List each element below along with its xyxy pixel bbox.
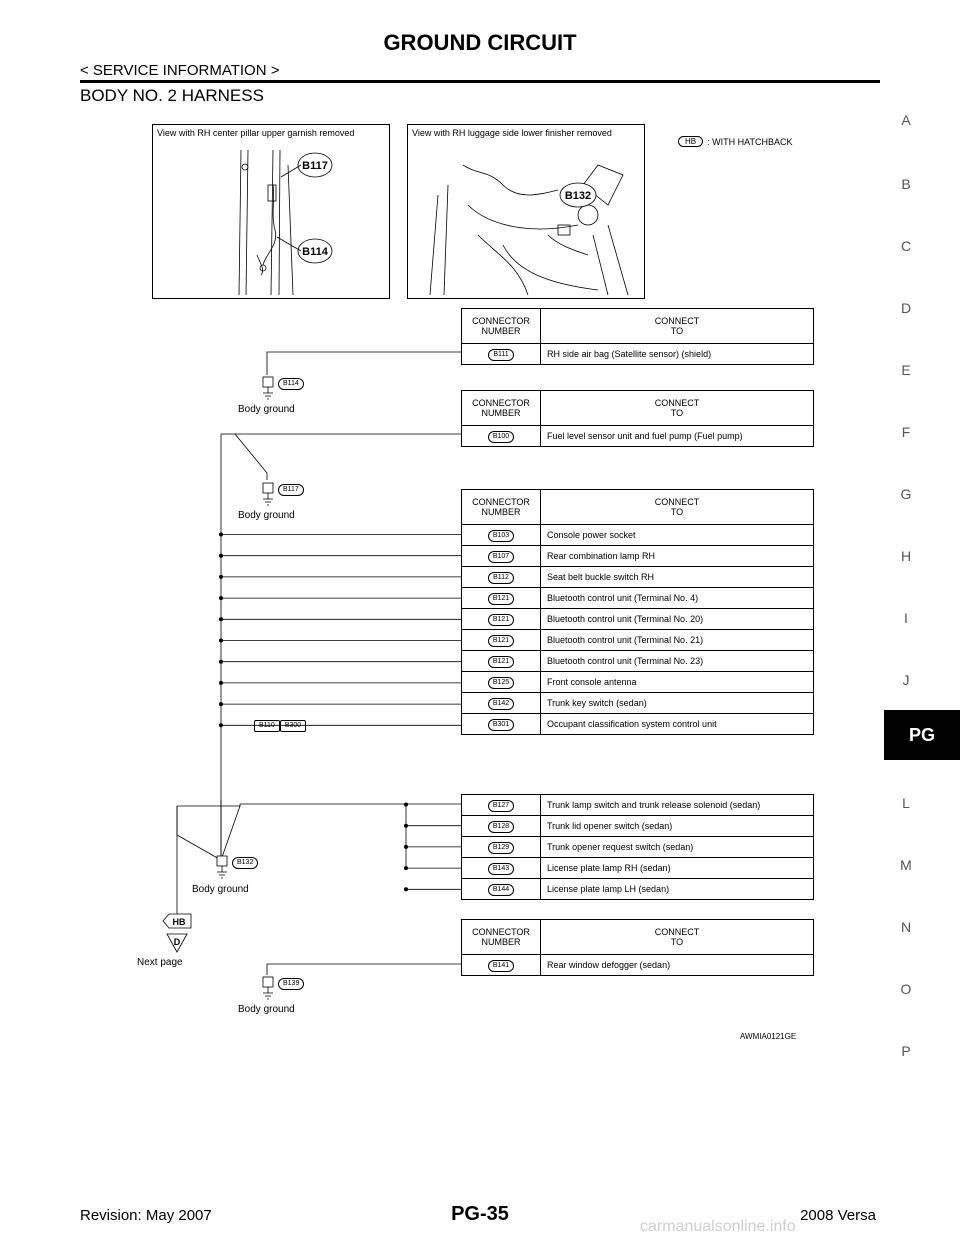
splice-dot: [404, 866, 408, 870]
ground-icon: [262, 482, 276, 508]
splice-dot: [219, 533, 223, 537]
connector-table-4: [461, 794, 814, 900]
table-row: [462, 525, 814, 546]
table-row: [462, 609, 814, 630]
table-header-row: [462, 309, 814, 344]
connector-badge: B301: [488, 719, 514, 731]
side-index-letter[interactable]: J: [902, 672, 910, 688]
side-index-letter[interactable]: O: [900, 981, 912, 997]
footer-page-number: PG-35: [451, 1203, 509, 1225]
connector-badge: B127: [488, 800, 514, 812]
table-header-row: [462, 391, 814, 426]
ground-connector-badge: B132: [232, 857, 258, 869]
connector-badge: B110: [254, 720, 280, 732]
table-row: [462, 858, 814, 879]
connect-to-cell: Trunk key switch (sedan): [541, 693, 814, 714]
connector-cell: [462, 816, 541, 837]
connector-badge: B121: [488, 635, 514, 647]
ground-connector-badge: B117: [278, 484, 304, 496]
callout-B132: B132: [564, 190, 592, 202]
table-header-row: [462, 490, 814, 525]
connect-to-cell: License plate lamp LH (sedan): [541, 879, 814, 900]
connector-badge: B144: [488, 884, 514, 896]
header-connect-to: CONNECT TO: [541, 309, 814, 344]
luggage-side-illustration: [408, 125, 644, 298]
connector-cell: [462, 651, 541, 672]
splice-dot: [219, 617, 223, 621]
next-page-letter: D: [173, 937, 181, 947]
connector-badge: B143: [488, 863, 514, 875]
connector-table-5: [461, 919, 814, 976]
footer-revision: Revision: May 2007: [80, 1207, 212, 1224]
connector-cell: [462, 693, 541, 714]
connect-to-cell: RH side air bag (Satellite sensor) (shield): [541, 344, 814, 365]
connector-badge: B121: [488, 593, 514, 605]
connector-badge: B100: [488, 431, 514, 443]
connector-badge: B103: [488, 530, 514, 542]
page-title: GROUND CIRCUIT: [383, 30, 577, 55]
connect-to-cell: Fuel level sensor unit and fuel pump (Fuel pump): [541, 426, 814, 447]
ground-label: Body ground: [238, 510, 295, 521]
splice-dot: [219, 639, 223, 643]
side-index-letter[interactable]: A: [901, 112, 911, 128]
side-index-letter[interactable]: G: [900, 486, 912, 502]
table-row: [462, 546, 814, 567]
header-connect-to: CONNECT TO: [541, 920, 814, 955]
splice-dot: [219, 681, 223, 685]
table-row: [462, 588, 814, 609]
connect-to-cell: Trunk lamp switch and trunk release solenoid (sedan): [541, 795, 814, 816]
side-index-letter[interactable]: P: [901, 1043, 911, 1059]
connector-cell: [462, 795, 541, 816]
ground-connector-badge: B139: [278, 978, 304, 990]
header-connector-number: CONNECTOR NUMBER: [462, 391, 541, 426]
legend: [678, 136, 792, 147]
next-page-marker: [157, 912, 197, 956]
connector-cell: [462, 344, 541, 365]
inline-connector: [254, 720, 306, 732]
splice-dot: [219, 723, 223, 727]
view-caption: View with RH luggage side lower finisher removed: [412, 128, 612, 138]
center-pillar-illustration: [153, 125, 389, 298]
ground-connector-badge: B114: [278, 378, 304, 390]
legend-text: : WITH HATCHBACK: [707, 136, 793, 147]
table-row: [462, 714, 814, 735]
splice-dot: [219, 660, 223, 664]
header-connector-number: CONNECTOR NUMBER: [462, 490, 541, 525]
connector-cell: [462, 567, 541, 588]
section-title: BODY NO. 2 HARNESS: [80, 86, 264, 105]
connect-to-cell: Trunk opener request switch (sedan): [541, 837, 814, 858]
table-row: [462, 955, 814, 976]
connector-cell: [462, 588, 541, 609]
connect-to-cell: Rear window defogger (sedan): [541, 955, 814, 976]
connector-cell: [462, 672, 541, 693]
ground-icon: [262, 976, 276, 1002]
connector-badge: B121: [488, 656, 514, 668]
connector-cell: [462, 879, 541, 900]
connector-badge: B129: [488, 842, 514, 854]
connector-badge: B125: [488, 677, 514, 689]
connect-to-cell: Bluetooth control unit (Terminal No. 21): [541, 630, 814, 651]
connector-table-1: [461, 308, 814, 365]
figure-code: AWMIA0121GE: [740, 1032, 797, 1041]
connector-badge: B111: [488, 349, 513, 361]
connector-table-2: [461, 390, 814, 447]
table-header-row: [462, 920, 814, 955]
view-caption: View with RH center pillar upper garnish removed: [157, 128, 355, 138]
side-index-letter[interactable]: N: [900, 919, 912, 935]
splice-dot: [219, 702, 223, 706]
connector-cell: [462, 630, 541, 651]
connect-to-cell: Bluetooth control unit (Terminal No. 20): [541, 609, 814, 630]
watermark: carmanualsonline.info: [640, 1218, 796, 1235]
connector-badge: B142: [488, 698, 514, 710]
connector-cell: [462, 837, 541, 858]
connector-badge: B141: [488, 960, 514, 972]
callout-B117: B117: [302, 160, 328, 172]
side-index-letter[interactable]: D: [900, 300, 912, 316]
splice-dot: [404, 887, 408, 891]
header-connect-to: CONNECT TO: [541, 391, 814, 426]
ground-label: Body ground: [238, 1004, 295, 1015]
splice-dot: [404, 803, 408, 807]
connector-badge: B128: [488, 821, 514, 833]
side-index-letter[interactable]: M: [900, 857, 912, 873]
table-row: [462, 672, 814, 693]
next-page-tag: HB: [172, 917, 186, 927]
table-row: [462, 816, 814, 837]
connect-to-cell: Front console antenna: [541, 672, 814, 693]
connect-to-cell: Trunk lid opener switch (sedan): [541, 816, 814, 837]
connect-to-cell: Rear combination lamp RH: [541, 546, 814, 567]
ground-label: Body ground: [238, 404, 295, 415]
ground-label: Body ground: [192, 884, 249, 895]
side-index-letter[interactable]: C: [900, 238, 912, 254]
table-row: [462, 693, 814, 714]
table-row: [462, 879, 814, 900]
footer-model: 2008 Versa: [800, 1207, 876, 1224]
connector-cell: [462, 714, 541, 735]
side-index-letter[interactable]: H: [900, 548, 912, 564]
table-row: [462, 567, 814, 588]
connector-cell: [462, 858, 541, 879]
connector-cell: [462, 609, 541, 630]
connector-cell: [462, 955, 541, 976]
next-page-label: Next page: [137, 957, 183, 968]
legend-hb-tag: HB: [678, 136, 703, 147]
header-connector-number: CONNECTOR NUMBER: [462, 920, 541, 955]
connect-to-cell: Bluetooth control unit (Terminal No. 4): [541, 588, 814, 609]
side-index-letter[interactable]: I: [904, 610, 908, 626]
table-row: [462, 795, 814, 816]
side-index-letter[interactable]: L: [902, 795, 910, 811]
table-row: [462, 426, 814, 447]
connect-to-cell: Bluetooth control unit (Terminal No. 23): [541, 651, 814, 672]
connect-to-cell: License plate lamp RH (sedan): [541, 858, 814, 879]
connect-to-cell: Occupant classification system control unit: [541, 714, 814, 735]
connect-to-cell: Console power socket: [541, 525, 814, 546]
ground-icon: [216, 855, 230, 881]
splice-dot: [404, 824, 408, 828]
connector-badge: B300: [280, 720, 306, 732]
header-connector-number: CONNECTOR NUMBER: [462, 309, 541, 344]
splice-dot: [219, 554, 223, 558]
connect-to-cell: Seat belt buckle switch RH: [541, 567, 814, 588]
connector-badge: B112: [488, 572, 514, 584]
splice-dot: [219, 575, 223, 579]
table-row: [462, 837, 814, 858]
table-row: [462, 344, 814, 365]
breadcrumb: < SERVICE INFORMATION >: [80, 62, 280, 79]
header-connect-to: CONNECT TO: [541, 490, 814, 525]
side-index-letter[interactable]: E: [901, 362, 911, 378]
view-luggage-side: [407, 124, 645, 299]
connector-badge: B121: [488, 614, 514, 626]
table-row: [462, 651, 814, 672]
connector-cell: [462, 426, 541, 447]
connector-table-3: [461, 489, 814, 735]
side-tab-active[interactable]: PG: [884, 710, 960, 760]
connector-cell: [462, 525, 541, 546]
ground-icon: [262, 376, 276, 402]
header-divider: [80, 80, 880, 83]
side-index-letter[interactable]: F: [901, 424, 911, 440]
callout-B114: B114: [302, 246, 328, 258]
splice-dot: [404, 845, 408, 849]
connector-cell: [462, 546, 541, 567]
connector-badge: B107: [488, 551, 514, 563]
table-row: [462, 630, 814, 651]
view-center-pillar: [152, 124, 390, 299]
side-index-letter[interactable]: B: [901, 176, 911, 192]
splice-dot: [219, 596, 223, 600]
